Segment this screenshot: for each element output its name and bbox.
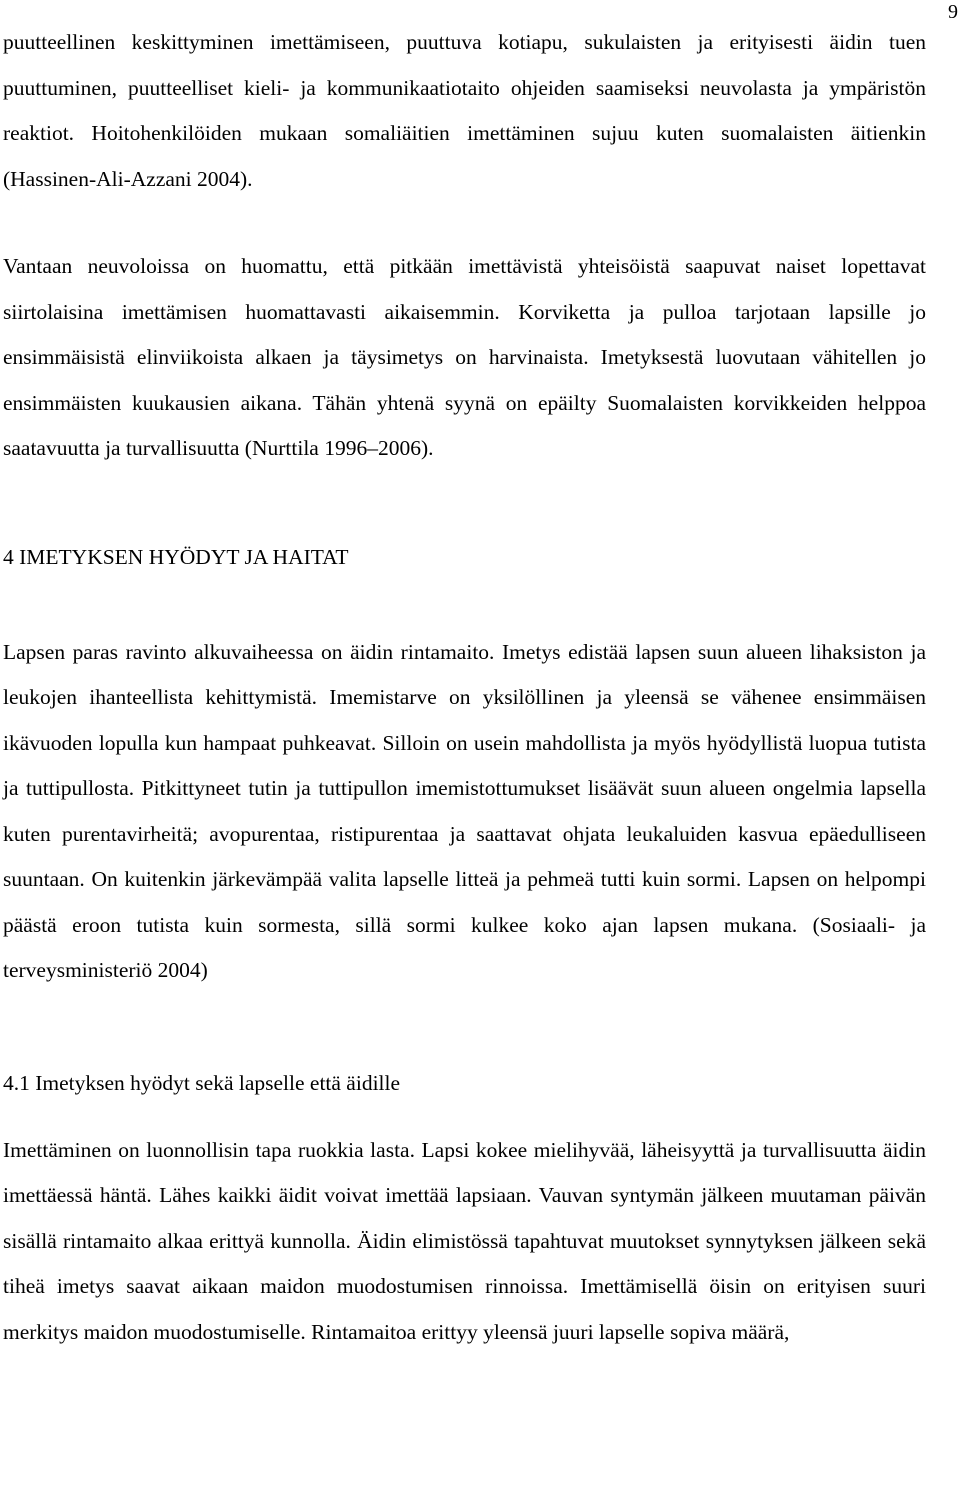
paragraph-natural-feeding: Imettäminen on luonnollisin tapa ruokkia lasta. Lapsi kokee mielihyvää, läheisyyttä ja turvallisuutta äidin imettäessä häntä. Lähes kaikki äidit voivat imettää lapsiaan. Vauvan syntymän jälkeen muutaman päivän sisällä rintamaito alkaa erittyä kunnolla. Äidin elimistössä tapahtuvat muutokset synnytyksen jälkeen sekä tiheä imetys saavat aikaan maidon muodostumisen rinnoissa. Imettämisellä öisin on erityisen suuri merkitys maidon muodostumiselle. Rintamaitoa erittyy yleensä juuri lapselle sopiva määrä, (3, 1137, 926, 1344)
subsection-heading: 4.1 Imetyksen hyödyt sekä lapselle että äidille (3, 1070, 401, 1095)
paragraph-immigrant-breastfeeding-factors: puutteellinen keskittyminen imettämiseen, puuttuva kotiapu, sukulaisten ja erityisesti äidin tuen puuttuminen, puutteelliset kieli- ja kommunikaatiotaito ohjeiden saamiseksi neuvolasta ja ympäristön reaktiot. Hoitohenkilöiden mukaan somaliäitien imettäminen sujuu kuten suomalaisten äitienkin (Hassinen-Ali-Azzani 2004). (3, 30, 926, 191)
document-body (3, 20, 926, 1355)
section-heading: 4 IMETYKSEN HYÖDYT JA HAITAT (3, 544, 349, 569)
paragraph-breast-milk-benefits: Lapsen paras ravinto alkuvaiheessa on äidin rintamaito. Imetys edistää lapsen suun alueen lihaksiston ja leukojen ihanteellista kehittymistä. Imemistarve on yksilöllinen ja yleensä se vähenee ensimmäisen ikävuoden lopulla kun hampaat puhkeavat. Silloin on usein mahdollista ja myös hyödyllistä luopua tutista ja tuttipullosta. Pitkittyneet tutin ja tuttipullon imemistottumukset lisäävät suun alueen ongelmia lapsella kuten purentavirheitä; avopurentaa, ristipurentaa ja saattavat ohjata leukaluiden kasvua epäedulliseen suuntaan. On kuitenkin järkevämpää valita lapselle litteä ja pehmeä tutti kuin sormi. Lapsen on helpompi päästä eroon tutista kuin sormesta, sillä sormi kulkee koko ajan lapsen mukana. (Sosiaali- ja terveysministeriö 2004) (3, 639, 926, 982)
paragraph-vantaa-clinics: Vantaan neuvoloissa on huomattu, että pitkään imettävistä yhteisöistä saapuvat naiset lopettavat siirtolaisina imettämisen huomattavasti aikaisemmin. Korviketta ja pulloa tarjotaan lapsille jo ensimmäisistä elinviikoista alkaen ja täysimetys on harvinaista. Imetyksestä luovutaan vähitellen jo ensimmäisten kuukausien aikana. Tähän yhtenä syynä on epäilty Suomalaisten korvikkeiden helppoa saatavuutta ja turvallisuutta (Nurttila 1996–2006). (3, 254, 926, 460)
page-number: 9 (948, 1, 958, 23)
